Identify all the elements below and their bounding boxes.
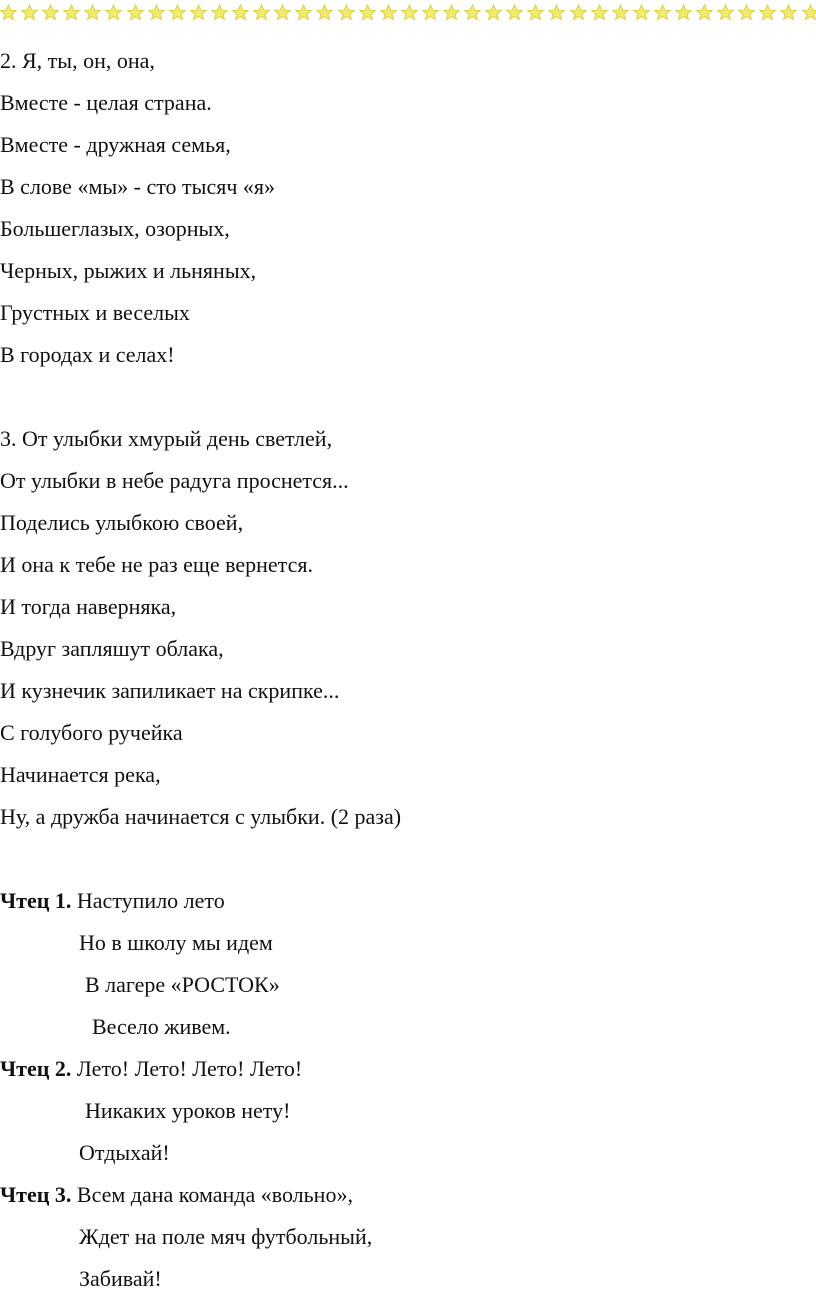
reader-line: Но в школу мы идем (79, 930, 273, 955)
star-icon (316, 4, 333, 21)
speaker-label: Чтец 3. (0, 1182, 72, 1207)
star-icon (422, 4, 439, 21)
star-icon (570, 4, 587, 21)
reader-text: Лето! Лето! Лето! Лето! (76, 1056, 303, 1081)
speaker-label: Чтец 2. (0, 1056, 72, 1081)
star-shape (275, 5, 291, 20)
star-icon (211, 4, 228, 21)
stanza-line: Большеглазых, озорных, (0, 216, 230, 241)
star-icon (42, 4, 59, 21)
star-icon (612, 4, 629, 21)
reader-line: Никаких уроков нету! (85, 1098, 291, 1123)
star-icon (759, 4, 776, 21)
star-shape (233, 5, 249, 20)
star-icon (633, 4, 650, 21)
star-shape (401, 5, 417, 20)
star-icon (401, 4, 418, 21)
stanza-gap (0, 376, 816, 418)
stanza-line: Черных, рыжих и льняных, (0, 258, 257, 283)
document-page (0, 40, 816, 1300)
star-shape (591, 5, 607, 20)
star-shape (570, 5, 586, 20)
star-icon (802, 4, 816, 21)
star-icon (63, 4, 80, 21)
star-shape (169, 5, 185, 20)
star-shape (676, 5, 692, 20)
reader-line (0, 1174, 816, 1216)
stanza-line: С голубого ручейка (0, 720, 183, 745)
star-shape (486, 5, 502, 20)
star-icon (696, 4, 713, 21)
star-icon (84, 4, 101, 21)
star-shape (423, 5, 439, 20)
reader-1-block (0, 880, 816, 1048)
star-icon (485, 4, 502, 21)
star-icon (21, 4, 38, 21)
star-icon (548, 4, 565, 21)
star-shape (106, 5, 122, 20)
star-shape (254, 5, 270, 20)
stanza-line: Вместе - целая страна. (0, 90, 212, 115)
star-icon (190, 4, 207, 21)
stanza-line: Поделись улыбкою своей, (0, 510, 244, 535)
star-icon (506, 4, 523, 21)
reader-line: Забивай! (79, 1266, 162, 1291)
star-shape (612, 5, 628, 20)
star-shape (760, 5, 776, 20)
star-icon (338, 4, 355, 21)
star-shape (64, 5, 80, 20)
star-icon (0, 4, 17, 21)
star-icon (232, 4, 249, 21)
reader-text: Всем дана команда «вольно», (76, 1182, 353, 1207)
star-shape (465, 5, 481, 20)
stanza-line: Вместе - дружная семья, (0, 132, 231, 157)
stanza-line: Начинается река, (0, 762, 161, 787)
star-border (0, 4, 816, 26)
star-shape (338, 5, 354, 20)
star-shape (43, 5, 59, 20)
star-shape (212, 5, 228, 20)
star-shape (85, 5, 101, 20)
star-shape (127, 5, 143, 20)
stanza-3 (0, 418, 816, 838)
star-icon (675, 4, 692, 21)
reader-line: Ждет на поле мяч футбольный, (79, 1224, 373, 1249)
star-icon (274, 4, 291, 21)
stanza-line: Грустных и веселых (0, 300, 190, 325)
star-icon (738, 4, 755, 21)
stanza-line: В слове «мы» - сто тысяч «я» (0, 174, 276, 199)
star-icon (780, 4, 797, 21)
stanza-line: 3. От улыбки хмурый день светлей, (0, 426, 333, 451)
reader-line: Весело живем. (92, 1014, 231, 1039)
star-shape (655, 5, 671, 20)
stanza-line: И тогда наверняка, (0, 594, 177, 619)
star-icon (253, 4, 270, 21)
star-icon (148, 4, 165, 21)
star-icon (380, 4, 397, 21)
star-shape (549, 5, 565, 20)
stanza-line: От улыбки в небе радуга проснется... (0, 468, 349, 493)
star-shape (359, 5, 375, 20)
star-shape (781, 5, 797, 20)
star-icon (359, 4, 376, 21)
star-icon (105, 4, 122, 21)
stanza-2 (0, 40, 816, 376)
star-shape (148, 5, 164, 20)
stanza-line: Ну, а дружба начинается с улыбки. (2 раза) (0, 804, 402, 829)
star-shape (191, 5, 207, 20)
reader-line (0, 880, 816, 922)
star-shape (802, 5, 816, 20)
reader-line: В лагере «РОСТОК» (85, 972, 280, 997)
star-icon (527, 4, 544, 21)
reader-3-block (0, 1174, 816, 1300)
star-shape (718, 5, 734, 20)
star-shape (444, 5, 460, 20)
star-icon (591, 4, 608, 21)
star-icon (295, 4, 312, 21)
stanza-line: Вдруг запляшут облака, (0, 636, 224, 661)
reader-text: Наступило лето (76, 888, 225, 913)
speaker-label: Чтец 1. (0, 888, 72, 913)
stanza-line: 2. Я, ты, он, она, (0, 48, 155, 73)
star-shape (633, 5, 649, 20)
star-shape (739, 5, 755, 20)
star-shape (697, 5, 713, 20)
stanza-gap (0, 838, 816, 880)
reader-2-block (0, 1048, 816, 1174)
stanza-line: И она к тебе не раз еще вернется. (0, 552, 313, 577)
star-shape (22, 5, 38, 20)
reader-line (0, 1048, 816, 1090)
star-shape (380, 5, 396, 20)
reader-line: Отдыхай! (79, 1140, 170, 1165)
star-icon (654, 4, 671, 21)
star-icon (169, 4, 186, 21)
stanza-line: В городах и селах! (0, 342, 175, 367)
stanza-line: И кузнечик запиликает на скрипке... (0, 678, 340, 703)
star-icon (464, 4, 481, 21)
star-shape (296, 5, 312, 20)
star-icon (443, 4, 460, 21)
star-icon (127, 4, 144, 21)
star-shape (1, 5, 17, 20)
star-shape (507, 5, 523, 20)
star-shape (317, 5, 333, 20)
star-icon (717, 4, 734, 21)
star-shape (528, 5, 544, 20)
